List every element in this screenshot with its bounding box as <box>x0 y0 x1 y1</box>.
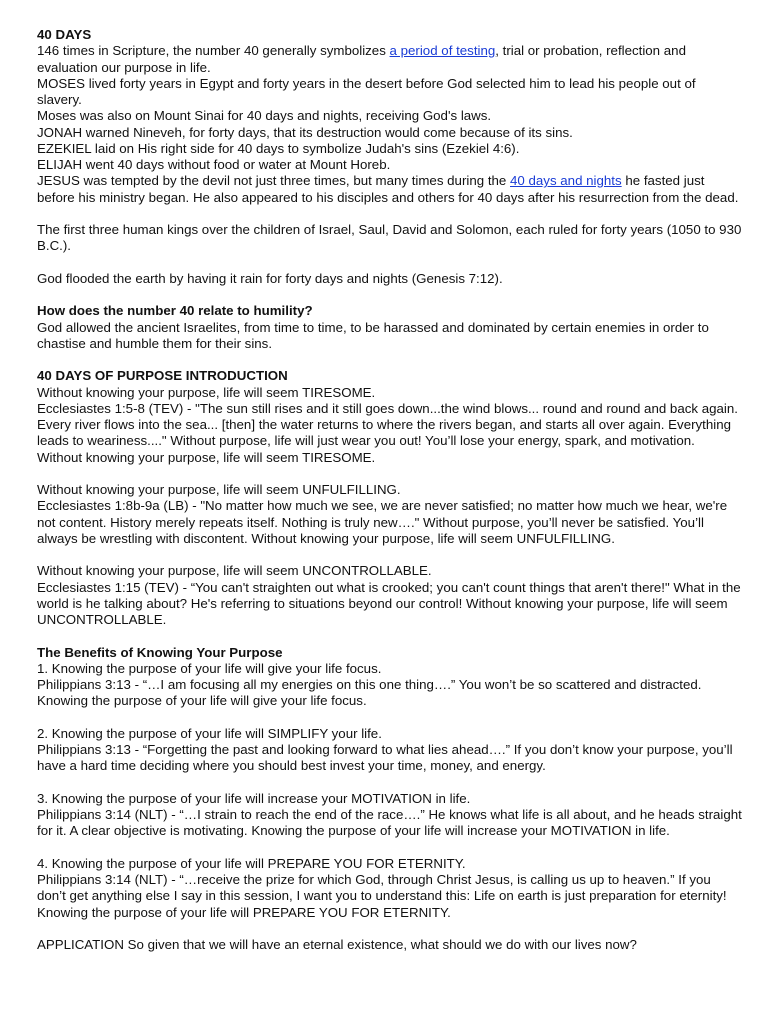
kings-text: The first three human kings over the children of Israel, Saul, David and Solomon, each ruled for forty years (1050 to 930 B.C.). <box>37 222 742 254</box>
forty-days-and-nights-link[interactable]: 40 days and nights <box>510 173 622 189</box>
unfulfilling-explanation: Ecclesiastes 1:8b-9a (LB) - "No matter how much we see, we are never satisfied; no matter how much we hear, we're not content. History merely repeats itself. Nothing is truly new…." Without purpose, you’ll never be satisfied. You’ll always be wrestling with discontent. Without knowing your purpose, life will seem UNFULFILLING. <box>37 498 728 546</box>
uncontrollable-statement: Without knowing your purpose, life will seem UNCONTROLLABLE. <box>37 563 432 579</box>
flood-text: God flooded the earth by having it rain for forty days and nights (Genesis 7:12). <box>37 270 503 286</box>
uncontrollable-explanation: Ecclesiastes 1:15 (TEV) - “You can't straighten out what is crooked; you can't count things that aren't there!" What in the world is he talking about? He's referring to situations beyond our control! Without knowing your purpose, life will seem UNCONTROLLABLE. <box>37 579 741 627</box>
benefit-4-title: 4. Knowing the purpose of your life will PREPARE YOU FOR ETERNITY. <box>37 855 466 871</box>
application-text: APPLICATION So given that we will have an eternal existence, what should we do with our lives now? <box>37 937 637 952</box>
elijah-text: ELIJAH went 40 days without food or water at Mount Horeb. <box>37 157 391 172</box>
intro-paragraph: 146 times in Scripture, the number 40 generally symbolizes a period of testing, trial or probation, reflection and evaluation our purpose in life. <box>37 43 686 75</box>
tiresome-statement: Without knowing your purpose, life will seem TIRESOME. <box>37 384 376 400</box>
ezekiel-text: EZEKIEL laid on His right side for 40 days to symbolize Judah's sins (Ezekiel 4:6). <box>37 140 520 156</box>
benefit-2-title: 2. Knowing the purpose of your life will SIMPLIFY your life. <box>37 725 382 741</box>
benefit-1-text: Philippians 3:13 - “…I am focusing all my energies on this one thing….” You won’t be so scattered and distracted. Knowing the purpose of your life will give your life focus. <box>37 677 702 709</box>
tiresome-explanation: Ecclesiastes 1:5-8 (TEV) - "The sun still rises and it still goes down...the wind blows... round and round and back again. Every river flows into the sea... [then] the water returns to where the rivers began, and starts all over again. Everything leads to weariness...." Without purpose, life will just wear you out! You’ll lose your energy, spark, and motivation. Without knowing your purpose, life will seem TIRESOME. <box>37 400 738 465</box>
humility-text: God allowed the ancient Israelites, from time to time, to be harassed and dominated by certain enemies in order to chastise and humble them for their sins. <box>37 319 709 351</box>
benefits-heading: The Benefits of Knowing Your Purpose <box>37 644 283 660</box>
document-page <box>37 27 742 953</box>
humility-heading: How does the number 40 relate to humility? <box>37 303 313 319</box>
unfulfilling-statement: Without knowing your purpose, life will seem UNFULFILLING. <box>37 482 401 497</box>
jesus-text: JESUS was tempted by the devil not just three times, but many times during the 40 days and nights he fasted just before his ministry began. He also appeared to his disciples and others for 40 days after his resurrection from the dead. <box>37 173 739 205</box>
document-title: 40 DAYS <box>37 27 92 42</box>
benefit-2-text: Philippians 3:13 - “Forgetting the past and looking forward to what lies ahead….” If you don’t know your purpose, you’ll have a hard time deciding where you should best invest your time, money, and energy. <box>37 742 733 774</box>
period-of-testing-link[interactable]: a period of testing <box>389 43 496 59</box>
benefit-4-text: Philippians 3:14 (NLT) - “…receive the prize for which God, through Christ Jesus, is calling us up to heaven.” If you don’t get anything else I say in this session, I want you to understand this: Life on earth is just preparation for eternity! Knowing the purpose of your life will PREPARE YOU FOR ETERNITY. <box>37 872 727 920</box>
jonah-text: JONAH warned Nineveh, for forty days, that its destruction would come because of its sins. <box>37 124 573 140</box>
benefit-3-title: 3. Knowing the purpose of your life will increase your MOTIVATION in life. <box>37 790 471 806</box>
sinai-text: Moses was also on Mount Sinai for 40 days and nights, receiving God's laws. <box>37 108 492 124</box>
moses-text: MOSES lived forty years in Egypt and forty years in the desert before God selected him to lead his people out of slavery. <box>37 75 696 107</box>
benefit-1-title: 1. Knowing the purpose of your life will give your life focus. <box>37 660 382 676</box>
benefit-3-text: Philippians 3:14 (NLT) - “…I strain to reach the end of the race….” He knows what life is all about, and he heads straight for it. A clear objective is motivating. Knowing the purpose of your life will increase your MOTIVATION in life. <box>37 807 742 839</box>
purpose-heading: 40 DAYS OF PURPOSE INTRODUCTION <box>37 368 288 384</box>
